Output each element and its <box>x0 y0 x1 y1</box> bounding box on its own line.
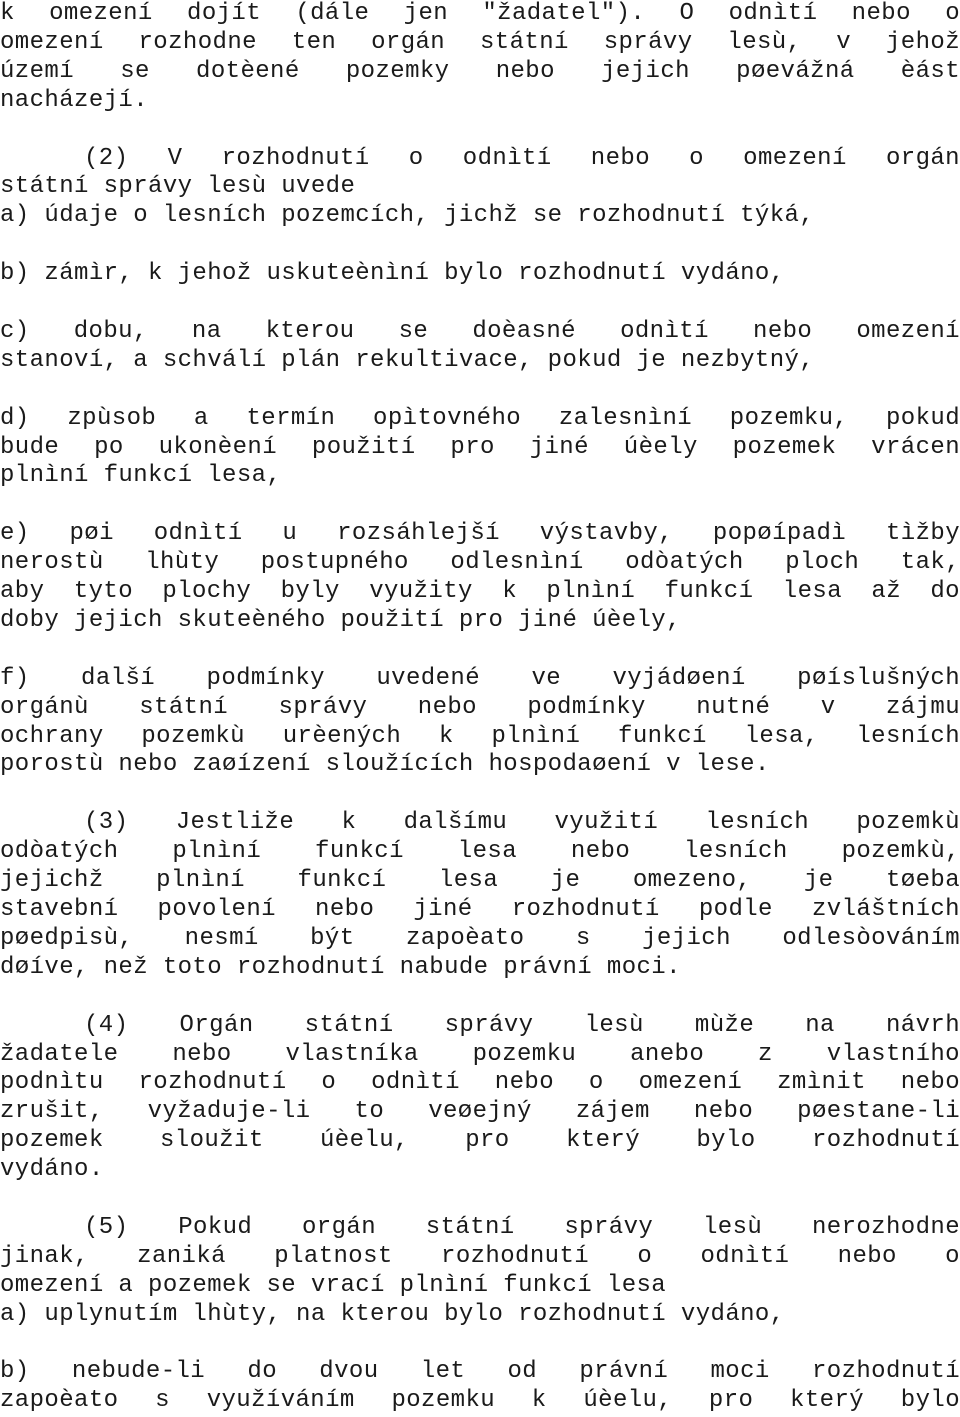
text-line: jejichž plnìní funkcí lesa je omezeno, je tøeba <box>0 867 960 895</box>
list-item-e <box>0 520 960 636</box>
text-line: omezení a pozemek se vrací plnìní funkcí lesa <box>0 1271 667 1299</box>
text-line: ochrany pozemkù urèených k plnìní funkcí lesa, lesních <box>0 722 960 750</box>
text-line: státní správy lesù uvede <box>0 173 356 201</box>
text-line: c) dobu, na kterou se doèasné odnìtí nebo omezení <box>0 317 960 345</box>
text-line: d) zpùsob a termín opìtovného zalesnìní pozemku, pokud <box>0 404 960 432</box>
text-line: døíve, než toto rozhodnutí nabude právní moci. <box>0 953 681 981</box>
text-line: f) další podmínky uvedené ve vyjádøení pøíslušných <box>0 664 960 692</box>
text-line: b) zámìr, k jehož uskuteènìní bylo rozhodnutí vydáno, <box>0 260 785 288</box>
list-item-d <box>0 405 960 492</box>
list-item-5a: a) uplynutím lhùty, na kterou bylo rozhodnutí vydáno, <box>0 1300 785 1328</box>
text-line: aby tyto plochy byly využity k plnìní funkcí lesa až do <box>0 578 960 606</box>
list-item-c <box>0 318 960 376</box>
text-line: stanoví, a schválí plán rekultivace, pokud je nezbytný, <box>0 346 815 374</box>
text-line: orgánù státní správy nebo podmínky nutné v zájmu <box>0 693 960 721</box>
text-line: (4) Orgán státní správy lesù mùže na návrh <box>84 1011 960 1039</box>
text-line: pøedpisù, nesmí být zapoèato s jejich odlesòováním <box>0 924 960 952</box>
text-line: plnìní funkcí lesa, <box>0 462 282 490</box>
text-line: doby jejich skuteèného použití pro jiné úèely, <box>0 606 681 634</box>
text-line: bude po ukonèení použití pro jiné úèely pozemek vrácen <box>0 433 960 461</box>
paragraph-2 <box>0 145 960 232</box>
list-item-f <box>0 665 960 781</box>
text-line: nacházejí. <box>0 86 149 114</box>
paragraph-1-continuation <box>0 0 960 116</box>
text-line: zapoèato s využíváním pozemku k úèelu, pro který bylo <box>0 1387 960 1415</box>
text-line: pozemek sloužit úèelu, pro který bylo rozhodnutí <box>0 1127 960 1155</box>
text-line: e) pøi odnìtí u rozsáhlejší výstavby, popøípadì tìžby <box>0 520 960 548</box>
text-line: (2) V rozhodnutí o odnìtí nebo o omezení orgán <box>84 144 960 172</box>
text-line: vydáno. <box>0 1156 104 1184</box>
text-line: stavební povolení nebo jiné rozhodnutí podle zvláštních <box>0 895 960 923</box>
list-item-5b <box>0 1358 960 1416</box>
text-line: porostù nebo zaøízení sloužících hospodaøení v lese. <box>0 751 770 779</box>
text-line: b) nebude-li do dvou let od právní moci rozhodnutí <box>0 1358 960 1386</box>
text-line: podnìtu rozhodnutí o odnìtí nebo o omezení zmìnit nebo <box>0 1069 960 1097</box>
text-line: omezení rozhodne ten orgán státní správy lesù, v jehož <box>0 28 960 56</box>
text-line: (5) Pokud orgán státní správy lesù nerozhodne <box>84 1213 960 1241</box>
paragraph-4 <box>0 1012 960 1185</box>
text-line: odòatých plnìní funkcí lesa nebo lesních pozemkù, <box>0 838 960 866</box>
list-item-b <box>0 260 960 289</box>
list-item-a: a) údaje o lesních pozemcích, jichž se rozhodnutí týká, <box>0 202 815 230</box>
text-line: jinak, zaniká platnost rozhodnutí o odnìtí nebo o <box>0 1242 960 1270</box>
text-line: žadatele nebo vlastníka pozemku anebo z vlastního <box>0 1040 960 1068</box>
text-line: k omezení dojít (dále jen "žadatel"). O odnìtí nebo o <box>0 0 960 27</box>
text-line: území se dotèené pozemky nebo jejich pøevážná èást <box>0 57 960 85</box>
text-line: zrušit, vyžaduje-li to veøejný zájem nebo pøestane-li <box>0 1098 960 1126</box>
text-line: nerostù lhùty postupného odlesnìní odòatých ploch tak, <box>0 549 960 577</box>
text-line: (3) Jestliže k dalšímu využití lesních pozemkù <box>84 809 960 837</box>
paragraph-5 <box>0 1214 960 1330</box>
paragraph-3 <box>0 809 960 982</box>
